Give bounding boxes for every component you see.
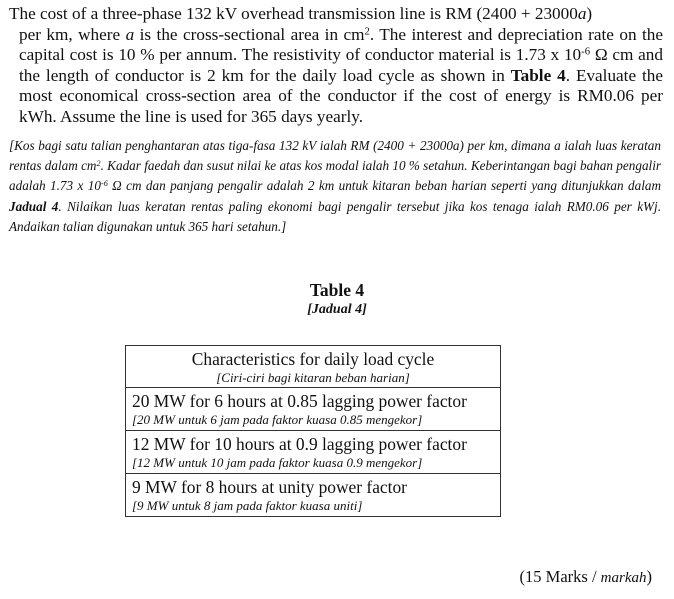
- row-malay: [9 MW untuk 8 jam pada faktor kuasa uniti]: [132, 498, 363, 513]
- header-english: Characteristics for daily load cycle: [191, 349, 435, 369]
- variable-a: a: [577, 4, 587, 23]
- row-english: 9 MW for 8 hours at unity power factor: [132, 477, 407, 497]
- table-row: [126, 474, 501, 517]
- row-malay: [20 MW untuk 6 jam pada faktor kuasa 0.85 mengekor]: [132, 412, 423, 427]
- row-english: 20 MW for 6 hours at 0.85 lagging power factor: [132, 391, 467, 411]
- table-reference: Table 4: [510, 65, 566, 85]
- load-cycle-table: [125, 345, 501, 517]
- row-malay: [12 MW untuk 10 jam pada faktor kuasa 0.9 mengekor]: [132, 455, 423, 470]
- table-row: [126, 431, 501, 474]
- question-line2: per km, where a is the cross-sectional area in $cm^2$. The interest and depreciation rate on the capital cost is 10 % per annum. The resistivity of conductor material is 1.73 x $10^{-6}$ Ω cm and the length of conductor is 2 km for the daily load cycle as shown in Table 4. Evaluate the most economical cross-section area of the conductor if the cost of energy is RM0.06 per kWh. Assume the line is used for 365 days yearly.: [19, 24, 664, 126]
- question-intro: The cost of a three-phase 132 kV overhead transmission line is RM (2400 + 23000: [9, 4, 578, 23]
- header-malay: [Ciri-ciri bagi kitaran beban harian]: [216, 370, 410, 385]
- question-english: The cost of a three-phase 132 kV overhead transmission line is RM (2400 + 23000a) per km, where a is the cross-sectional area in $cm^2$. The interest and depreciation rate on the capital cost is 10 % per annum. The resistivity of conductor material is 1.73 x $10^{-6}$ Ω cm and the length of conductor is 2 km for the daily load cycle as shown in Table 4. Evaluate the most economical cross-section area of the conductor if the cost of energy is RM0.06 per kWh. Assume the line is used for 365 days yearly.: [9, 4, 664, 126]
- table-row: [126, 388, 501, 431]
- question-malay: [Kos bagi satu talian penghantaran atas tiga-fasa 132 kV ialah RM (2400 + 23000a) per km, dimana a ialah luas keratan rentas dalam $cm^2$. Kadar faedah dan susut nilai ke atas kos modal ialah 10 % setahun. Keberintangan bagi bahan pengalir adalah 1.73 x $10^{-6}$ Ω cm dan panjang pengalir adalah 2 km untuk kitaran beban harian seperti yang ditunjukkan dalam Jadual 4. Nilaikan luas keratan rentas paling ekonomi bagi pengalir tersebut jika kos tenaga ialah RM0.06 per kWj. Andaikan talian digunakan untuk 365 hari setahun.]: [9, 138, 661, 234]
- row-english: 12 MW for 10 hours at 0.9 lagging power factor: [132, 434, 467, 454]
- table-caption-malay: [Jadual 4]: [307, 302, 367, 317]
- table-header-row: [126, 346, 501, 388]
- variable-a-2: a: [125, 24, 135, 44]
- marks-label: (15 Marks / markah): [519, 567, 652, 586]
- table-caption: Table 4: [309, 280, 365, 300]
- table-header-cell: [126, 346, 501, 388]
- jadual-reference: Jadual 4: [9, 198, 59, 214]
